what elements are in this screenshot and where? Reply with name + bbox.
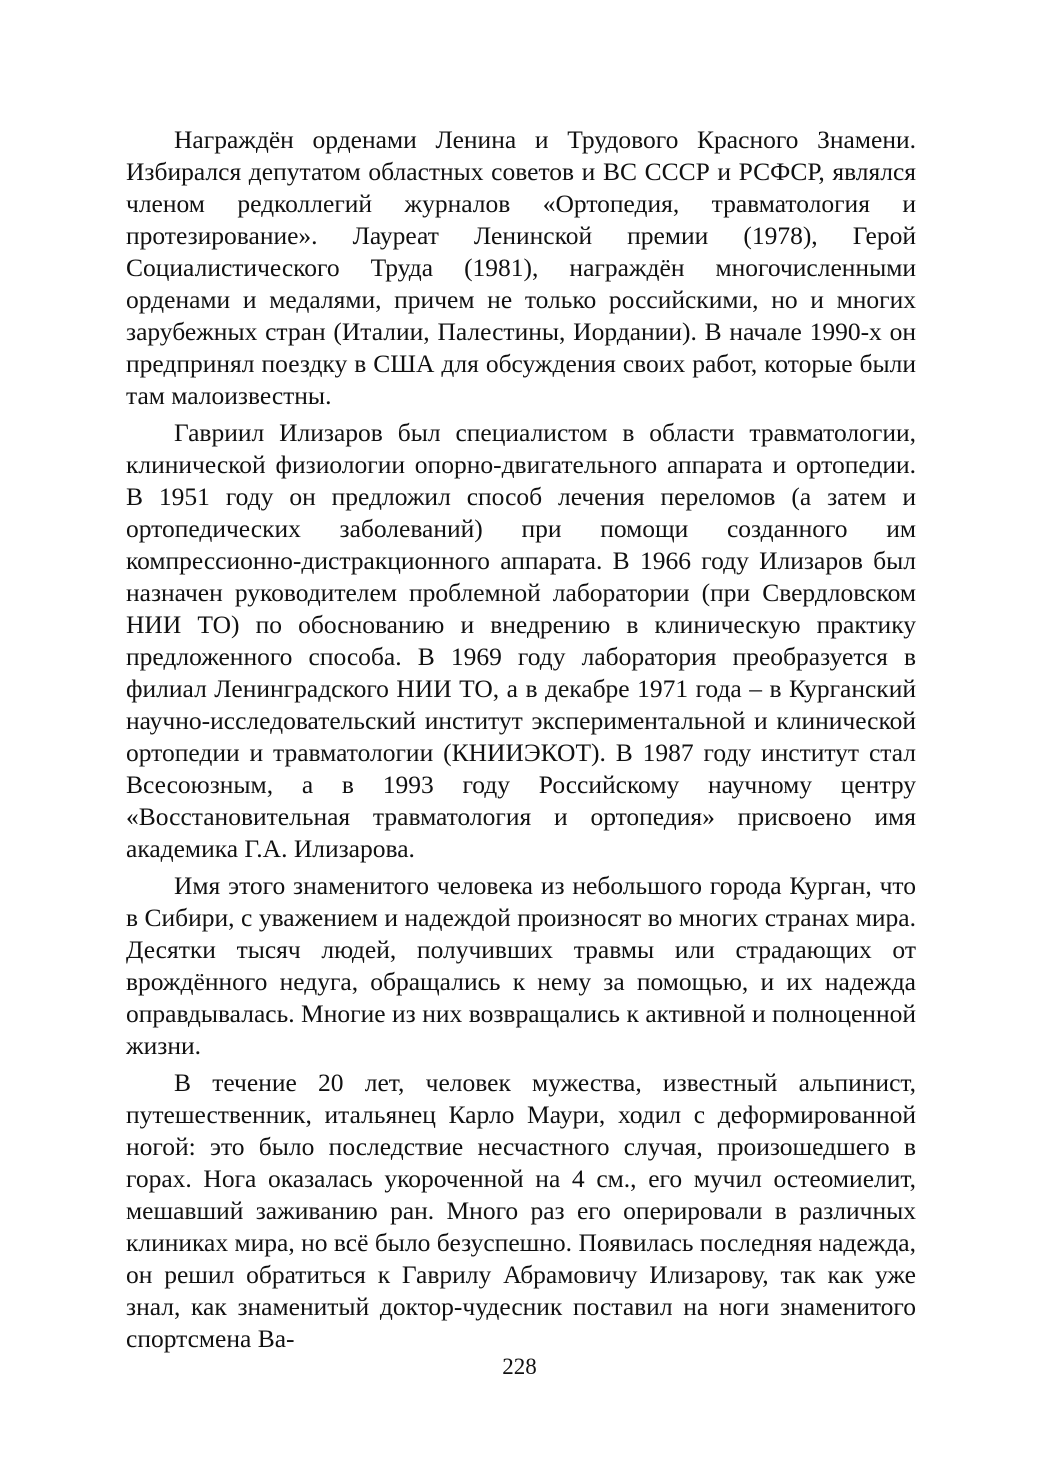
page-number: 228 — [502, 1354, 537, 1379]
paragraph-awards: Награждён орденами Ленина и Трудового Красного Знамени. Избирался депутатом областных советов и ВС СССР и РСФСР, являлся членом редколлегий журналов «Ортопедия, травматология и протезирование». Лауреат Ленинской премии (1978), Герой Социалистического Труда (1981), награждён многочисленными орденами и медалями, причем не только российскими, но и многих зарубежных стран (Италии, Палестины, Иордании). В начале 1990-х он предпринял поездку в США для обсуждения своих работ, которые были там малоизвестны. — [126, 125, 916, 410]
body-text — [126, 124, 916, 1355]
paragraph-reputation: Имя этого знаменитого человека из небольшого города Курган, что в Сибири, с уважением и надеждой произносят во многих странах мира. Десятки тысяч людей, получивших травмы или страдающих от врождённого недуга, обращались к нему за помощью, и их надежда оправдывалась. Многие из них возвращались к активной и полноценной жизни. — [126, 871, 916, 1060]
paragraph-carlo-mauri: В течение 20 лет, человек мужества, известный альпинист, путешественник, итальянец Карло Маури, ходил с деформированной ногой: это было последствие несчастного случая, произошедшего в горах. Нога оказалась укороченной на 4 см., его мучил остеомиелит, мешавший заживанию ран. Много раз его оперировали в различных клиниках мира, но всё было безуспешно. Появилась последняя надежда, он решил обратиться к Гаврилу Абрамовичу Илизарову, так как уже знал, как знаменитый доктор-чудесник поставил на ноги знаменитого спортсмена Ва- — [126, 1068, 916, 1353]
paragraph-career: Гавриил Илизаров был специалистом в области травматологии, клинической физиологии опорно-двигательного аппарата и ортопедии. В 1951 году он предложил способ лечения переломов (а затем и ортопедических заболеваний) при помощи созданного им компрессионно-дистракционного аппарата. В 1966 году Илизаров был назначен руководителем проблемной лаборатории (при Свердловском НИИ ТО) по обоснованию и внедрению в клиническую практику предложенного способа. В 1969 году лаборатория преобразуется в филиал Ленинградского НИИ ТО, а в декабре 1971 года – в Курганский научно-исследовательский институт экспериментальной и клинической ортопедии и травматологии (КНИИЭКОТ). В 1987 году институт стал Всесоюзным, а в 1993 году Российскому научному центру «Восстановительная травматология и ортопедия» присвоено имя академика Г.А. Илизарова. — [126, 418, 916, 863]
